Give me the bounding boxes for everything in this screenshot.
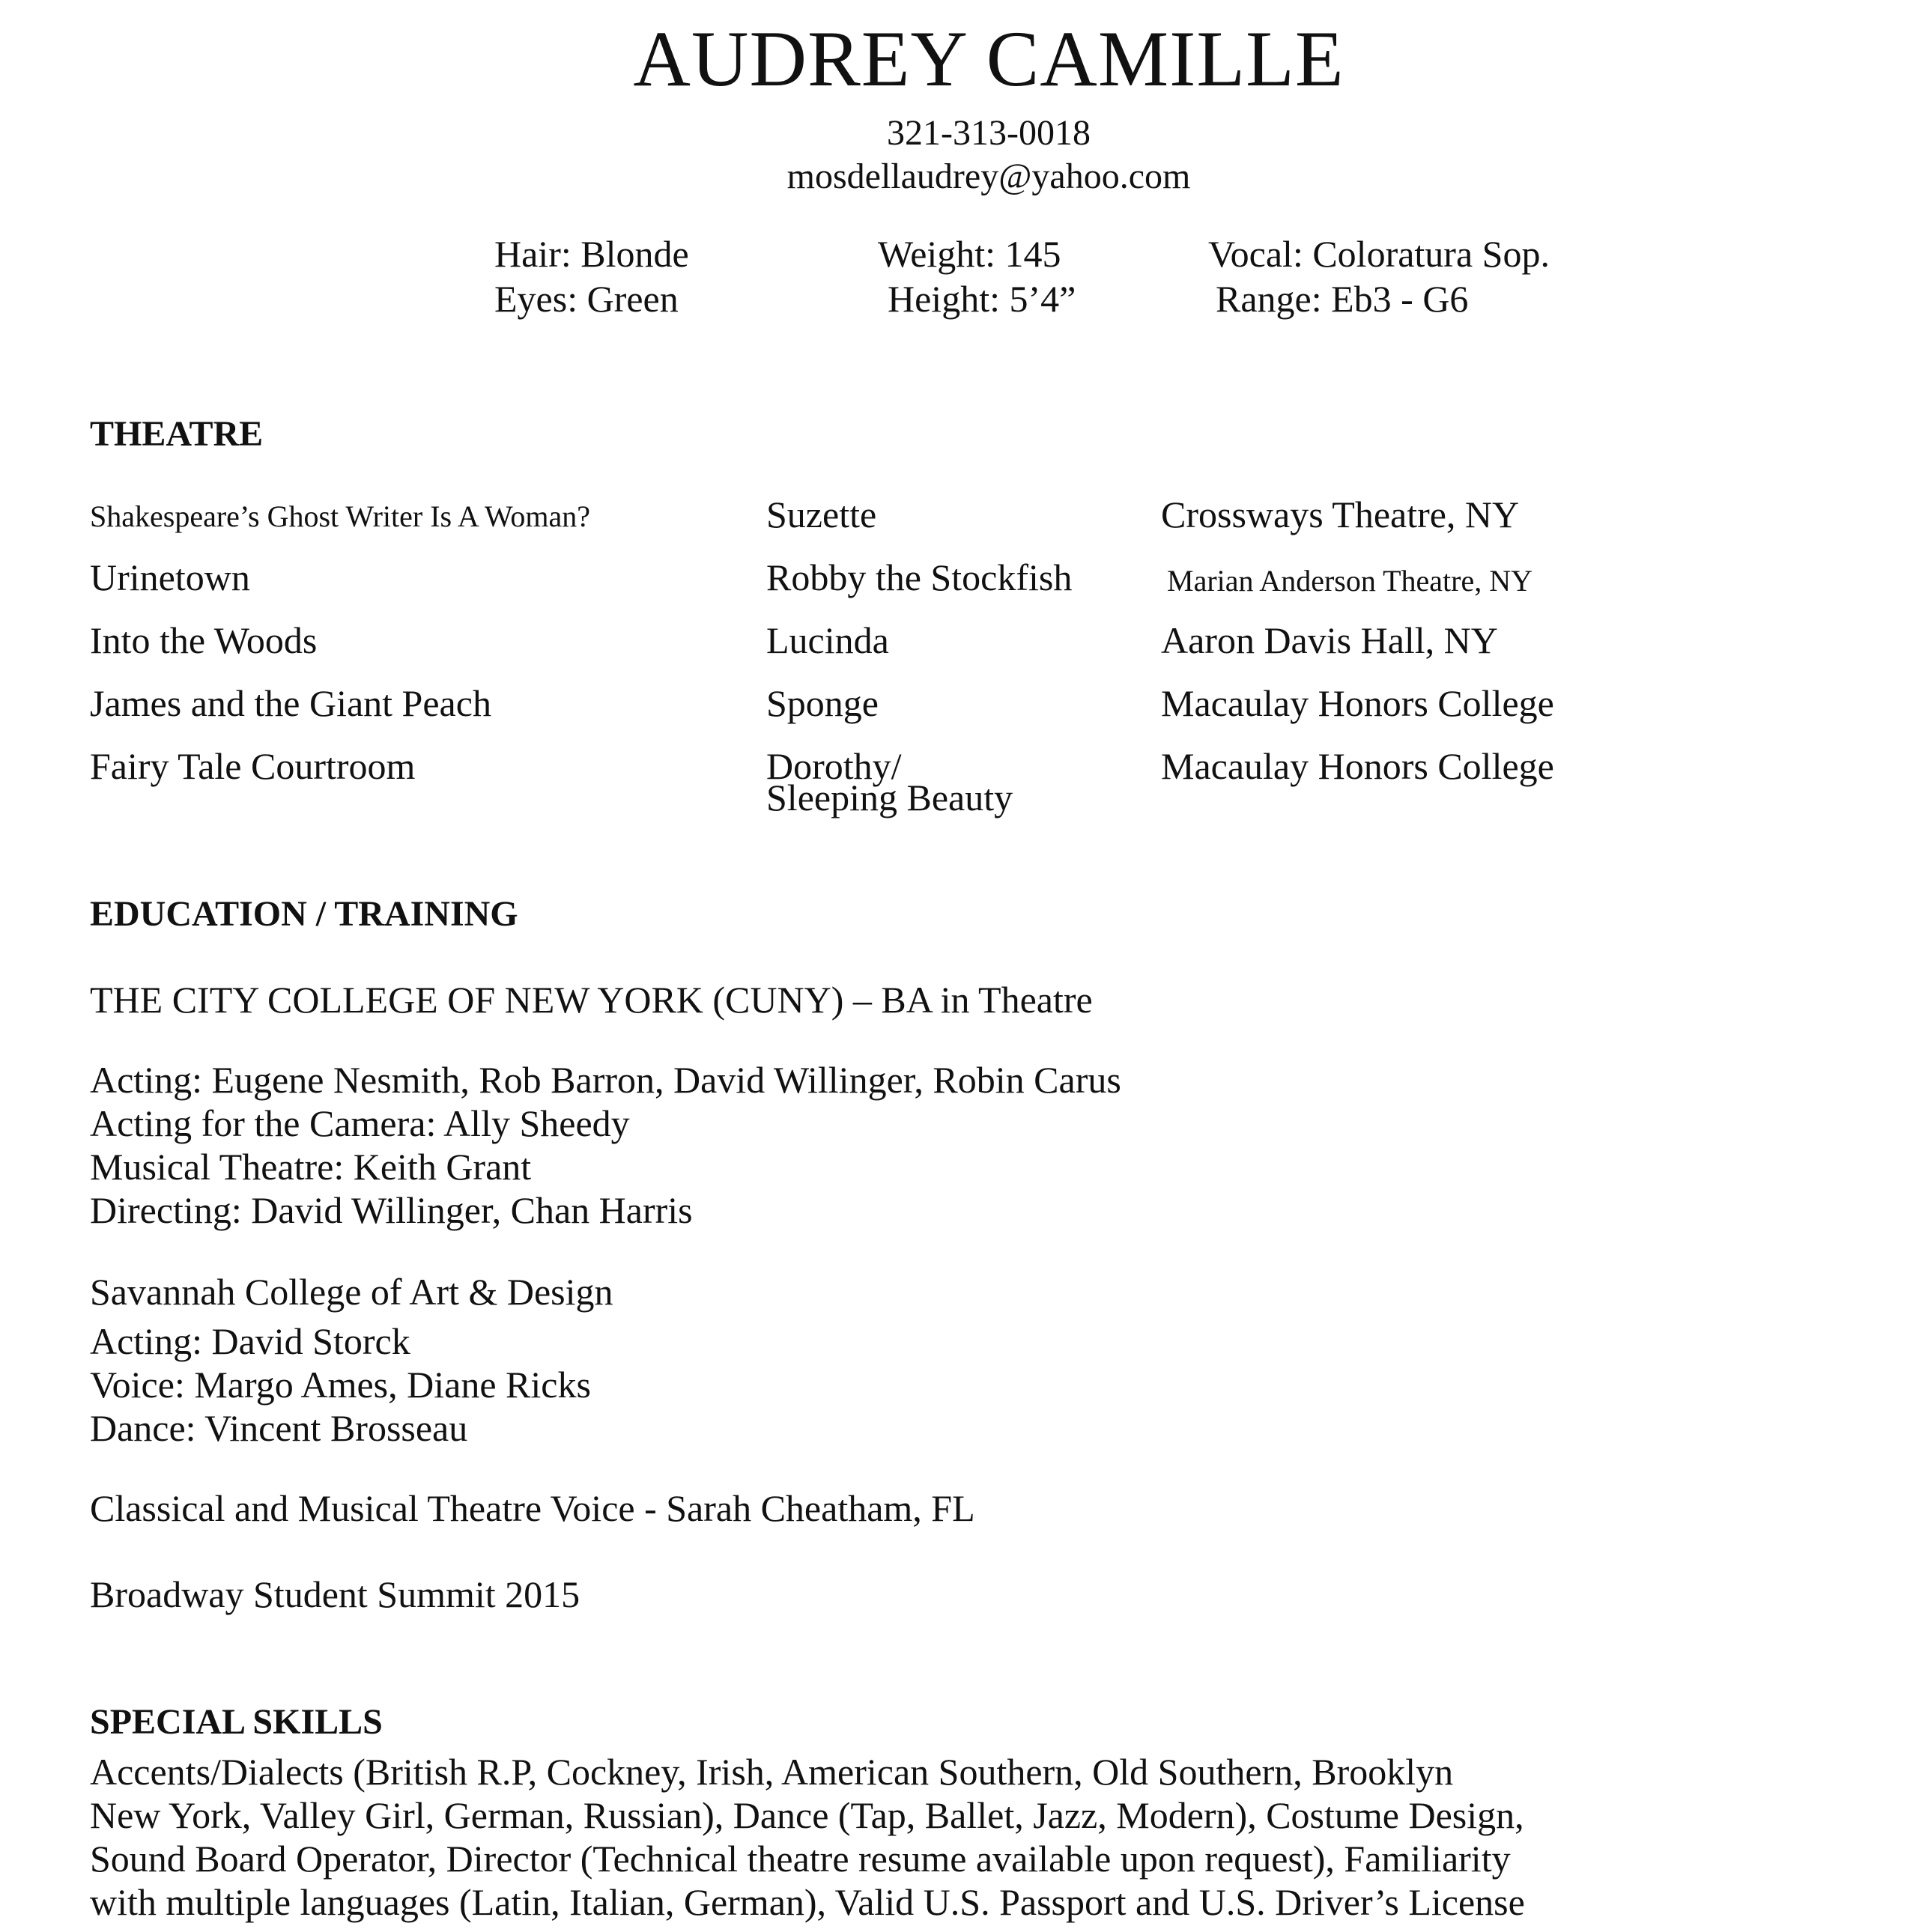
role-name: Sponge xyxy=(766,682,879,724)
show-title: Urinetown xyxy=(90,556,250,598)
education-ccny: THE CITY COLLEGE OF NEW YORK (CUNY) – BA in Theatre xyxy=(90,979,1093,1021)
venue-name: Aaron Davis Hall, NY xyxy=(1161,619,1498,661)
education-ccny-line: Acting for the Camera: Ally Sheedy xyxy=(90,1102,630,1144)
skills-line: New York, Valley Girl, German, Russian), Dance (Tap, Ballet, Jazz, Modern), Costume Design, xyxy=(90,1794,1524,1836)
stat-eyes: Eyes: Green xyxy=(494,278,679,320)
education-scad-line: Dance: Vincent Brosseau xyxy=(90,1407,468,1449)
stat-vocal: Vocal: Coloratura Sop. xyxy=(1208,233,1550,275)
show-title: James and the Giant Peach xyxy=(90,682,491,724)
venue-name: Macaulay Honors College xyxy=(1161,682,1554,724)
role-name: Suzette xyxy=(766,493,877,535)
education-ccny-line: Directing: David Willinger, Chan Harris xyxy=(90,1189,693,1231)
role-name-line2: Sleeping Beauty xyxy=(766,777,1013,818)
section-heading-education: EDUCATION / TRAINING xyxy=(90,894,518,934)
education-scad-line: Voice: Margo Ames, Diane Ricks xyxy=(90,1364,591,1406)
role-name: Robby the Stockfish xyxy=(766,556,1073,598)
show-title: Fairy Tale Courtroom xyxy=(90,745,416,787)
show-title: Shakespeare’s Ghost Writer Is A Woman? xyxy=(90,499,591,533)
education-summit: Broadway Student Summit 2015 xyxy=(90,1573,580,1615)
education-scad-line: Acting: David Storck xyxy=(90,1320,410,1362)
stat-hair: Hair: Blonde xyxy=(494,233,689,275)
show-title: Into the Woods xyxy=(90,619,318,661)
skills-line: with multiple languages (Latin, Italian, German), Valid U.S. Passport and U.S. Driver’s License xyxy=(90,1881,1525,1923)
stat-weight: Weight: 145 xyxy=(878,233,1061,275)
email-address: mosdellaudrey@yahoo.com xyxy=(786,157,1191,196)
role-name: Lucinda xyxy=(766,619,889,661)
section-heading-skills: SPECIAL SKILLS xyxy=(90,1702,383,1742)
resume-name: AUDREY CAMILLE xyxy=(633,15,1344,103)
phone-number: 321-313-0018 xyxy=(887,113,1091,153)
venue-name: Marian Anderson Theatre, NY xyxy=(1167,564,1533,598)
education-ccny-line: Musical Theatre: Keith Grant xyxy=(90,1146,532,1188)
skills-line: Accents/Dialects (British R.P, Cockney, Irish, American Southern, Old Southern, Brooklyn xyxy=(90,1751,1454,1793)
venue-name: Crossways Theatre, NY xyxy=(1161,493,1520,535)
role-name: Dorothy/ xyxy=(766,745,902,787)
section-heading-theatre: THEATRE xyxy=(90,414,264,454)
education-ccny-line: Acting: Eugene Nesmith, Rob Barron, David Willinger, Robin Carus xyxy=(90,1059,1121,1101)
stat-range: Range: Eb3 - G6 xyxy=(1216,278,1469,320)
skills-line: Sound Board Operator, Director (Technical theatre resume available upon request), Familiarity xyxy=(90,1838,1511,1880)
venue-name: Macaulay Honors College xyxy=(1161,745,1554,787)
education-voice: Classical and Musical Theatre Voice - Sarah Cheatham, FL xyxy=(90,1487,975,1529)
stat-height: Height: 5’4” xyxy=(888,278,1076,320)
education-scad: Savannah College of Art & Design xyxy=(90,1271,613,1313)
